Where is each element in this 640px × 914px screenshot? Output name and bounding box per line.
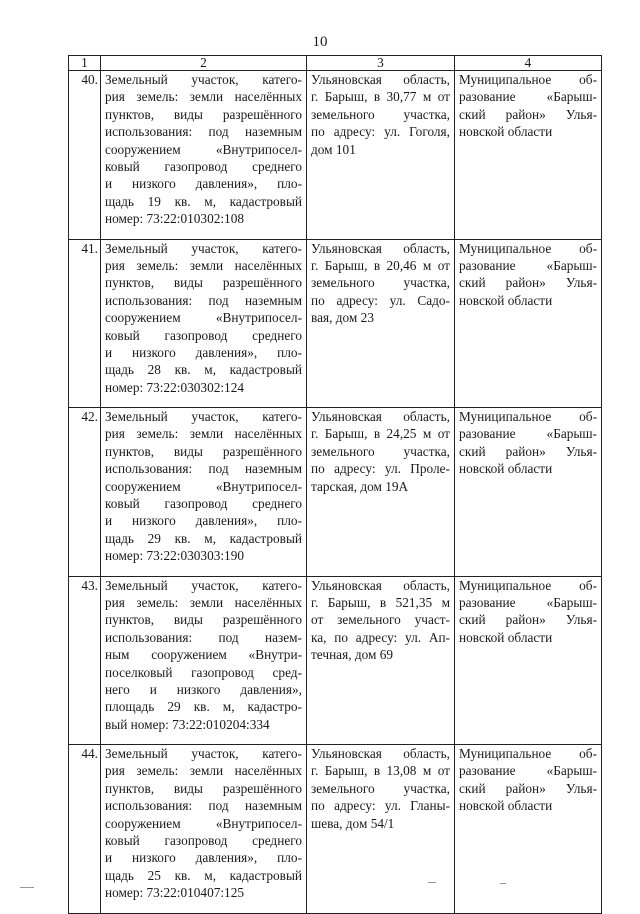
desc-line: пунктов, виды разрешённого [105, 780, 302, 796]
addr-line: г. Барыш, в 521,35 м [311, 594, 450, 610]
addr-line: по адресу: ул. Садо- [311, 292, 450, 308]
owner-cell [455, 745, 602, 914]
desc-line: ным сооружением «Внутри- [105, 647, 302, 663]
owner-text [459, 408, 597, 478]
desc-line: ковый газопровод среднего [105, 327, 302, 343]
desc-line: рия земель: земли населённых [105, 426, 302, 442]
desc-line: пунктов, виды разрешённого [105, 106, 302, 122]
addr-text [311, 408, 450, 495]
desc-line: Земельный участок, катего- [105, 577, 302, 593]
owner-line: разование «Барыш- [459, 763, 597, 779]
location-cell [307, 745, 455, 914]
desc-line: и низкого давления», пло- [105, 513, 302, 529]
desc-line: номер: 73:22:010407:125 [105, 885, 245, 901]
table-row [69, 576, 602, 745]
addr-line: тарская, дом 19А [311, 478, 409, 494]
addr-line: по адресу: ул. Гланы- [311, 798, 450, 814]
addr-line: Ульяновская область, [311, 577, 450, 593]
addr-line: дом 101 [311, 141, 356, 157]
desc-line: использования: под наземным [105, 124, 302, 140]
addr-line: земельного участка, [311, 275, 450, 291]
owner-text [459, 577, 597, 647]
addr-line: вая, дом 23 [311, 310, 374, 326]
desc-line: сооружением «Внутрипосел- [105, 815, 302, 831]
desc-line: и низкого давления», пло- [105, 344, 302, 360]
desc-line: и низкого давления», пло- [105, 176, 302, 192]
desc-line: щадь 29 кв. м, кадастровый [105, 530, 302, 546]
owner-line: новской области [459, 124, 553, 140]
table-header-row [69, 56, 602, 71]
desc-line: сооружением «Внутрипосел- [105, 141, 302, 157]
desc-line: пунктов, виды разрешённого [105, 612, 302, 628]
desc-line: использования: под наземным [105, 461, 302, 477]
desc-line: Земельный участок, катего- [105, 240, 302, 256]
scan-artifact [20, 887, 34, 888]
row-number: 44. [69, 745, 101, 914]
addr-line: по адресу: ул. Проле- [311, 461, 450, 477]
row-number: 42. [69, 408, 101, 577]
desc-line: использования: под наземным [105, 292, 302, 308]
addr-line: шева, дом 54/1 [311, 815, 395, 831]
owner-line: разование «Барыш- [459, 257, 597, 273]
property-description-cell [101, 239, 307, 408]
property-description-cell [101, 408, 307, 577]
owner-text [459, 240, 597, 310]
desc-line: номер: 73:22:030302:124 [105, 379, 245, 395]
desc-line: сооружением «Внутрипосел- [105, 310, 302, 326]
addr-line: г. Барыш, в 13,08 м от [311, 763, 450, 779]
desc-text [105, 577, 302, 734]
owner-line: разование «Барыш- [459, 426, 597, 442]
owner-line: разование «Барыш- [459, 89, 597, 105]
desc-line: номер: 73:22:030303:190 [105, 548, 245, 564]
table-row [69, 239, 602, 408]
desc-line: использования: под назем- [105, 629, 302, 645]
addr-text [311, 745, 450, 832]
owner-line: новской области [459, 292, 553, 308]
owner-cell [455, 239, 602, 408]
desc-line: рия земель: земли населённых [105, 763, 302, 779]
desc-line: ковый газопровод среднего [105, 496, 302, 512]
location-cell [307, 239, 455, 408]
row-number: 40. [69, 71, 101, 240]
addr-line: Ульяновская область, [311, 72, 450, 87]
desc-text [105, 408, 302, 565]
addr-line: Ульяновская область, [311, 746, 450, 761]
addr-line: Ульяновская область, [311, 240, 450, 256]
owner-line: разование «Барыш- [459, 594, 597, 610]
desc-text [105, 745, 302, 902]
scan-artifact [500, 883, 506, 884]
owner-text [459, 71, 597, 141]
owner-line: ский район» Улья- [459, 275, 597, 291]
addr-line: земельного участка, [311, 443, 450, 459]
addr-line: г. Барыш, в 24,25 м от [311, 426, 450, 442]
desc-line: поселковый газопровод сред- [105, 664, 302, 680]
owner-line: ский район» Улья- [459, 780, 597, 796]
owner-cell [455, 576, 602, 745]
table-row [69, 745, 602, 914]
table-row [69, 71, 602, 240]
owner-line: Муниципальное об- [459, 746, 597, 761]
addr-line: земельного участка, [311, 106, 450, 122]
addr-text [311, 71, 450, 158]
property-table [68, 55, 602, 914]
owner-line: ский район» Улья- [459, 612, 597, 628]
desc-line: рия земель: земли населённых [105, 89, 302, 105]
scan-artifact [428, 882, 436, 883]
row-number: 43. [69, 576, 101, 745]
owner-line: Муниципальное об- [459, 72, 597, 87]
desc-line: него и низкого давления», [105, 681, 302, 697]
row-number: 41. [69, 239, 101, 408]
owner-line: Муниципальное об- [459, 409, 597, 424]
desc-line: Земельный участок, катего- [105, 409, 302, 424]
owner-cell [455, 71, 602, 240]
desc-line: ковый газопровод среднего [105, 833, 302, 849]
owner-line: новской области [459, 629, 553, 645]
property-description-cell [101, 71, 307, 240]
desc-line: сооружением «Внутрипосел- [105, 478, 302, 494]
desc-line: ковый газопровод среднего [105, 159, 302, 175]
desc-line: рия земель: земли населённых [105, 594, 302, 610]
desc-line: Земельный участок, катего- [105, 72, 302, 87]
desc-line: и низкого давления», пло- [105, 850, 302, 866]
column-header-4: 4 [455, 56, 602, 71]
addr-line: г. Барыш, в 20,46 м от [311, 257, 450, 273]
desc-text [105, 71, 302, 228]
addr-line: от земельного участ- [311, 612, 450, 628]
owner-line: Муниципальное об- [459, 240, 597, 256]
addr-line: г. Барыш, в 30,77 м от [311, 89, 450, 105]
addr-line: ка, по адресу: ул. Ап- [311, 629, 450, 645]
column-header-2: 2 [101, 56, 307, 71]
page-number: 10 [312, 34, 328, 50]
desc-line: пунктов, виды разрешённого [105, 275, 302, 291]
desc-line: щадь 28 кв. м, кадастровый [105, 362, 302, 378]
desc-line: Земельный участок, катего- [105, 746, 302, 761]
addr-line: Ульяновская область, [311, 409, 450, 424]
addr-line: течная, дом 69 [311, 647, 394, 663]
location-cell [307, 71, 455, 240]
owner-line: ский район» Улья- [459, 106, 597, 122]
addr-line: земельного участка, [311, 780, 450, 796]
desc-line: вый номер: 73:22:010204:334 [105, 716, 270, 732]
desc-line: щадь 25 кв. м, кадастровый [105, 867, 302, 883]
addr-text [311, 577, 450, 664]
owner-line: новской области [459, 798, 553, 814]
desc-text [105, 240, 302, 397]
owner-line: Муниципальное об- [459, 577, 597, 593]
table-row [69, 408, 602, 577]
owner-line: новской области [459, 461, 553, 477]
desc-line: номер: 73:22:010302:108 [105, 211, 245, 227]
location-cell [307, 408, 455, 577]
property-description-cell [101, 745, 307, 914]
addr-line: по адресу: ул. Гоголя, [311, 124, 450, 140]
desc-line: рия земель: земли населённых [105, 257, 302, 273]
column-header-1: 1 [69, 56, 101, 71]
owner-text [459, 745, 597, 815]
column-header-3: 3 [307, 56, 455, 71]
desc-line: щадь 19 кв. м, кадастровый [105, 193, 302, 209]
owner-line: ский район» Улья- [459, 443, 597, 459]
addr-text [311, 240, 450, 327]
location-cell [307, 576, 455, 745]
property-description-cell [101, 576, 307, 745]
desc-line: площадь 29 кв. м, кадастро- [105, 699, 302, 715]
desc-line: использования: под наземным [105, 798, 302, 814]
desc-line: пунктов, виды разрешённого [105, 443, 302, 459]
owner-cell [455, 408, 602, 577]
